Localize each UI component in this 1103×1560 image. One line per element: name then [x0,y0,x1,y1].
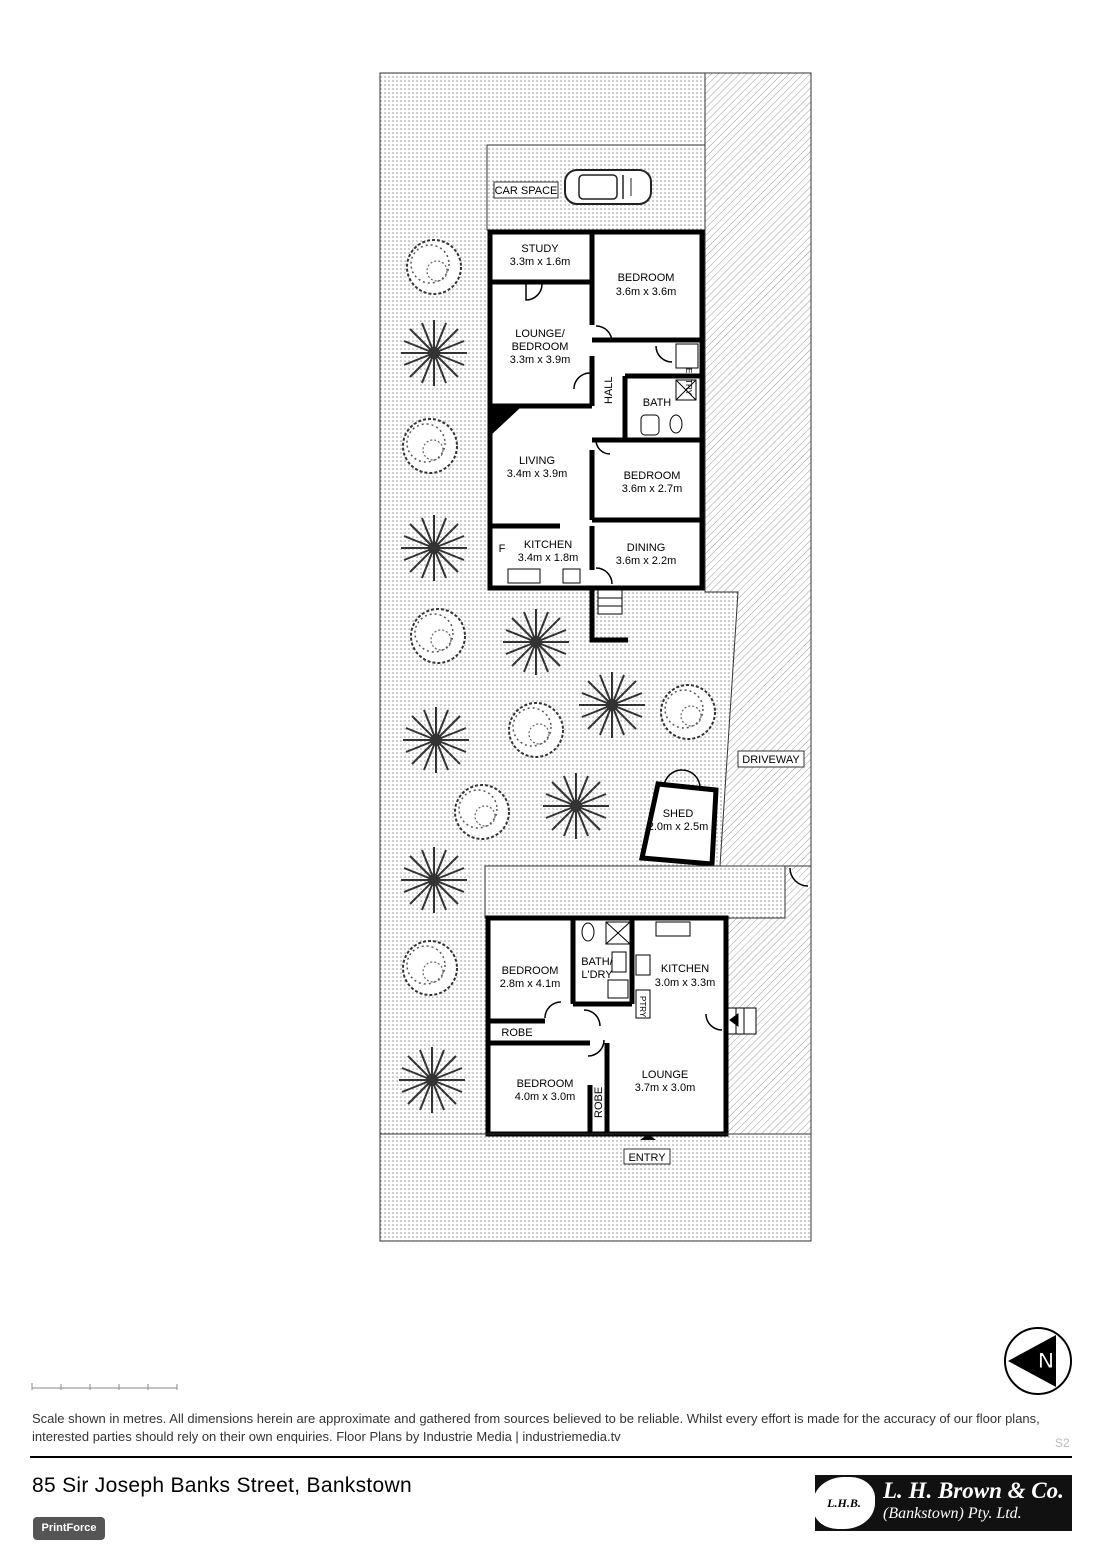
room-label-hall: HALL [603,376,615,404]
room-label-kitchen-1: KITCHEN [523,539,573,551]
room-dims-living: 3.4m x 3.9m [506,468,568,480]
north-label: N [1038,1348,1054,1373]
front-house-yard [485,866,785,918]
room-label-robe-2: ROBE [593,1086,605,1118]
agency-logo [815,1475,1072,1531]
room-label-dining: DINING [626,542,666,554]
room-label-lounge-bedroom-1: LOUNGE/ [515,328,565,340]
room-dims-kitchen-2: 3.0m x 3.3m [654,977,716,989]
room-dims-shed: 2.0m x 2.5m [647,821,709,833]
printforce-logo: PrintForce [33,1517,105,1540]
agency-seal: L.H.B. [813,1477,875,1529]
room-label-bedroom-3: BEDROOM [501,965,559,977]
room-label-entry-rear: ENTRY [684,368,693,395]
room-dims-dining: 3.6m x 2.2m [615,555,677,567]
front-porch [728,1008,756,1034]
room-label-living: LIVING [518,455,556,467]
room-label-lounge: LOUNGE [641,1069,689,1081]
room-label-bath-ldry-2: L'DRY [581,969,613,981]
rear-stairs [598,590,622,614]
room-label-fridge: F [498,543,506,555]
north-arrow-icon [1005,1328,1071,1394]
room-label-bath: BATH [642,397,672,409]
room-label-shed: SHED [662,808,694,820]
driveway-label [738,751,804,767]
car-space-label [494,182,558,198]
room-dims-kitchen-1: 3.4m x 1.8m [517,552,579,564]
room-dims-bedroom-1: 3.6m x 3.6m [615,286,677,298]
disclaimer-text: Scale shown in metres. All dimensions herein are approximate and gathered from sources believed to be reliable. Whilst every effort is made for the accuracy of our floor plans, interested parties should rely on their own enquiries. Floor Plans by Industrie Media | industriemedia.tv [32,1411,1040,1444]
footer-divider [30,1456,1072,1458]
room-dims-lounge-bedroom: 3.3m x 3.9m [509,354,571,366]
room-dims-bedroom-4: 4.0m x 3.0m [514,1091,576,1103]
room-label-pantry: PTRY [638,996,647,1018]
room-dims-bedroom-2: 3.6m x 2.7m [621,483,683,495]
room-dims-bedroom-3: 2.8m x 4.1m [499,978,561,990]
svg-text:ENTRY: ENTRY [628,1152,666,1164]
svg-text:CAR SPACE: CAR SPACE [494,185,558,197]
room-label-bedroom-4: BEDROOM [516,1078,574,1090]
agency-name: L. H. Brown & Co. [883,1478,1064,1503]
room-label-robe-1: ROBE [501,1027,533,1039]
room-dims-lounge: 3.7m x 3.0m [634,1082,696,1094]
sheet-code: S2 [1055,1436,1070,1450]
scale-bar [32,1383,177,1390]
room-label-study: STUDY [521,243,559,255]
room-dims-study: 3.3m x 1.6m [509,256,571,268]
agency-subtitle: (Bankstown) Pty. Ltd. [883,1505,1022,1522]
car-icon [565,170,651,204]
room-label-bath-ldry-1: BATH/ [581,956,613,968]
room-label-kitchen-2: KITCHEN [660,963,710,975]
room-label-bedroom-1: BEDROOM [617,272,675,284]
svg-text:DRIVEWAY: DRIVEWAY [742,754,800,766]
property-address: 85 Sir Joseph Banks Street, Bankstown [32,1474,412,1497]
room-label-bedroom-2: BEDROOM [623,470,681,482]
room-label-lounge-bedroom-2: BEDROOM [511,341,569,353]
